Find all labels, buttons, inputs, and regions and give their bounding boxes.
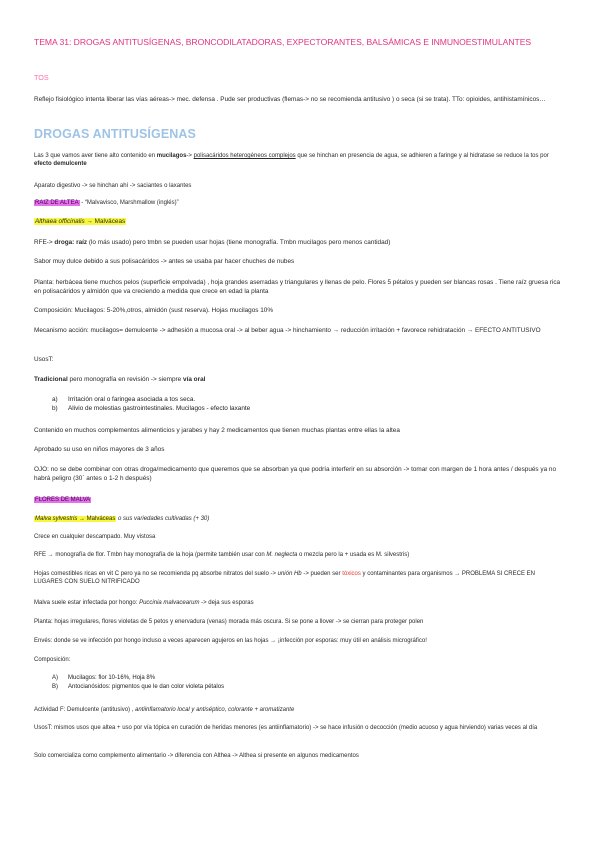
malva-planta: Planta: hojas irregulares, flores violetas de 5 petos y enervadura (venas) morada más oscura. Si se pone a llover -> se cierran para proteger polen: [34, 619, 424, 625]
altea-contenido: Contenido en muchos complementos alimenticios y jarabes y hay 2 medicamentos que tienen muchas plantas entre ellas la altea: [34, 427, 400, 434]
section-heading-tos: TOS: [34, 73, 49, 82]
aparato-digestivo-line: Aparato digestivo -> se hinchan ahí -> saciantes o laxantes: [34, 183, 192, 189]
list-item: a) Irritación oral o faringea asociada a tos seca.: [52, 396, 196, 403]
list-item: b) Alivio de molestias gastrointestinales. Mucilagos - efecto laxante: [52, 405, 251, 412]
malva-composicion-label: Composición:: [34, 657, 71, 663]
malva-infectada: Malva suele estar infectada por hongo: Puccinia malvacearum -> deja sus esporas: [34, 600, 254, 606]
altea-sabor: Sabor muy dulce debido a sus polisacáridos -> antes se usaba par hacer chuches de nubes: [34, 258, 295, 265]
malva-heading: [34, 496, 564, 504]
malva-composicion-list: [52, 674, 562, 692]
malva-solo: Solo comercializa como complemento alimentario -> diferencia con Althea -> Althea si presente en algunos medicamentos: [34, 753, 359, 759]
altea-rfe: RFE-> droga: raíz (lo más usado) pero tmbn se pueden usar hojas (tiene monografía. Tmbn mucilagos pero menos cantidad): [34, 239, 391, 246]
section-heading-antitusigenas: DROGAS ANTITUSÍGENAS: [34, 127, 196, 141]
altea-heading: RAIZ DE ALTEA - “Malvavisco, Marshmallow (inglés)”: [35, 200, 179, 206]
intro-paragraph: Las 3 que vamos aver tiene alto contenido en mucilagos-> polisacáridos heterogéneos complejos que se hinchan en presencia de agua, se adhieren a faringe y al hidratase se reduce la tos por efecto demulcente: [34, 153, 549, 168]
list-item: B) Antocianósidos: pigmentos que le dan color violeta pétalos: [52, 684, 225, 690]
altea-mecanismo: Mecanismo acción: mucilagos= demulcente -> adhesión a mucosa oral -> al beber agua -> hinchamiento → reducción irritación + favorece rehidratación → EFECTO ANTITUSIVO: [34, 327, 541, 334]
list-item: A) Mucilagos: flor 10-16%, Hoja 8%: [52, 675, 156, 681]
malva-label: FLORES DE MALVA: [35, 497, 91, 503]
altea-tradicional: Tradicional pero monografía en revisión -> siempre vía oral: [34, 376, 206, 383]
altea-usos-list: [52, 395, 562, 413]
malva-crece: Crece en cualquier descampado. Muy vistosa: [34, 534, 156, 540]
altea-ojo: OJO: no se debe combinar con otras droga/medicamento que queremos que se absorban ya que podría interferir en su absorción -> tomar con margen de 1 hora antes / después ya no habrá peligro (30´ antes o 1-2 h después): [34, 466, 557, 482]
malva-rfe: RFE → monografía de flor. Tmbn hay monografía de la hoja (permite también usar con M. neglecta o mezcla pero la + usada es M. silvestris): [34, 552, 410, 558]
altea-aprobado: Aprobado su uso en niños mayores de 3 años: [34, 446, 165, 453]
altea-composicion: Composición: Mucilagos: 5-20%,otros, almidón (sust reserva). Hojas mucilagos 10%: [34, 307, 274, 314]
malva-actividad: Actividad F: Demulcente (antitusivo) , antiinflamatorio local y antiséptico, colorante + aromatizante: [34, 707, 295, 713]
tos-paragraph: Reflejo fisiológico intenta liberar las vías aéreas-> mec. defensa . Pude ser productivas (flemas-> no se recomienda antitusivo ) o seca (si se trata). TTo: opioides, antihistamínicos…: [34, 96, 546, 103]
altea-planta: Planta: herbácea tiene muchos pelos (superficie empolvada) , hoja grandes aserradas y triangulares y llenas de pelo. Flores 5 pétalos y pueden ser blancas rosas . Tiene raíz gruesa rica en polisacáridos y almidón que va creciendo a medida que crece en edad la planta: [34, 279, 561, 295]
malva-species: Malva sylvestris → Malváceas o sus variedades cultivadas (+ 30): [35, 516, 210, 522]
malva-usos: UsosT: mismos usos que altea + uso por vía tópica en curación de heridas menores (es antiinflamatorio) -> se hace infusión o decocción (medio acuoso y agua hirviendo) varias veces al día: [34, 725, 538, 731]
altea-usos-label: UsosT:: [34, 356, 54, 363]
altea-label: RAIZ DE ALTEA: [35, 200, 79, 206]
malva-enves: Envés: donde se ve infección por hongo incluso a veces aparecen agujeros en las hojas → ¡infección por esporas: muy útil en análisis micrográfico!: [34, 638, 427, 644]
document-title: TEMA 31: DROGAS ANTITUSÍGENAS, BRONCODILATADORAS, EXPECTORANTES, BALSÁMICAS E INMUNOESTIMULANTES: [34, 37, 532, 47]
altea-species: Althaea officinalis → Malváceas: [35, 218, 126, 225]
malva-hojas: Hojas comestibles ricas en vit C pero ya no se recomienda pq absorbe nitratos del suelo -> unión Hb -> pueden ser tóxicos y contaminantes para organismos → PROBLEMA SI CRECE EN LUGARES CON SUELO NITRIFICADO: [34, 571, 535, 586]
